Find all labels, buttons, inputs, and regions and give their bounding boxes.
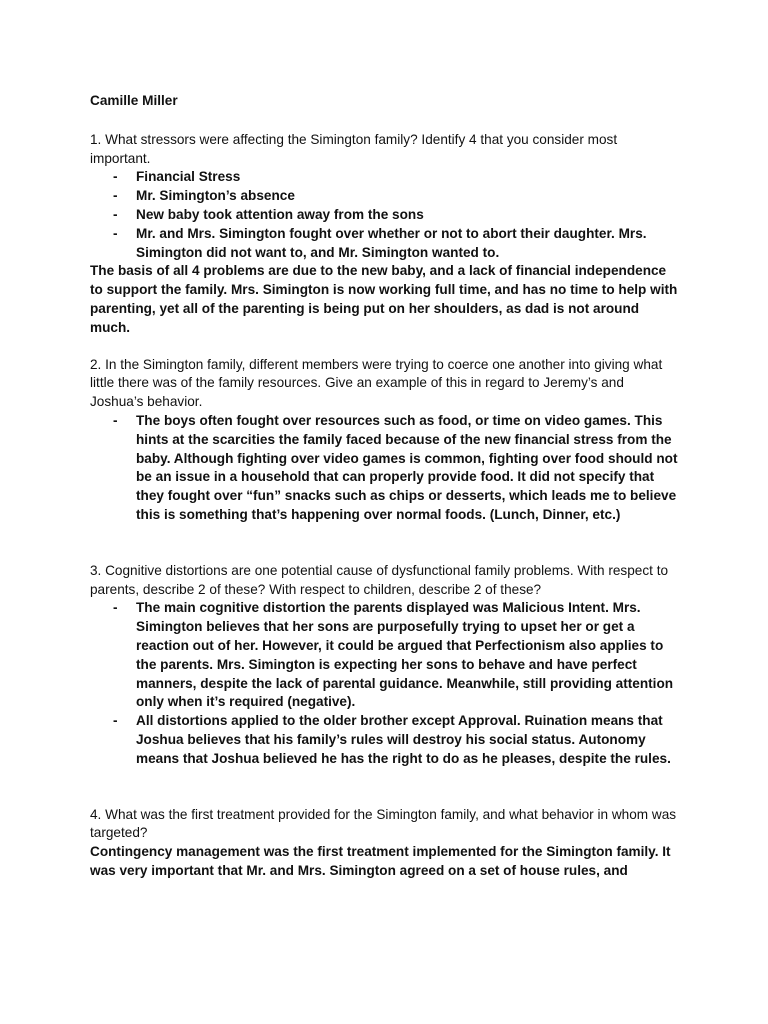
- bullet-text: The main cognitive distortion the parents displayed was Malicious Intent. Mrs. Simington believes that her sons are purposefully trying to upset her or get a reaction out of her. However, it could be argued that Perfectionism also applies to the parents. Mrs. Simington is expecting her sons to behave and have perfect manners, despite the lack of parental guidance. Meanwhile, still providing attention only when it’s required (negative).: [136, 600, 674, 710]
- section-4: [90, 806, 680, 881]
- bullet-text: Financial Stress: [136, 169, 241, 185]
- bullet-dash: -: [113, 600, 118, 616]
- answer-1-summary: The basis of all 4 problems are due to the new baby, and a lack of financial independence to support the family. Mrs. Simington is now working full time, and has no time to help with parenting, yet all of the parenting is being put on her shoulders, as dad is not around much.: [90, 263, 678, 335]
- spacer: [90, 525, 680, 562]
- section-1: [90, 131, 680, 338]
- list-item: [90, 206, 680, 225]
- list-item: [90, 599, 680, 712]
- spacer: [90, 769, 680, 806]
- answer-2-list: [90, 412, 680, 525]
- answer-3-list: [90, 599, 680, 768]
- author-name: Camille Miller: [90, 93, 178, 108]
- question-3: 3. Cognitive distortions are one potential cause of dysfunctional family problems. With respect to parents, describe 2 of these? With respect to children, describe 2 of these?: [90, 562, 669, 597]
- bullet-text: Mr. Simington’s absence: [136, 188, 295, 204]
- bullet-text: New baby took attention away from the sons: [136, 206, 424, 222]
- bullet-dash: -: [113, 169, 118, 185]
- question-1: 1. What stressors were affecting the Simington family? Identify 4 that you consider most important.: [90, 131, 618, 166]
- bullet-dash: -: [113, 206, 118, 222]
- section-2: [90, 356, 680, 525]
- list-item: [90, 168, 680, 187]
- bullet-text: Mr. and Mrs. Simington fought over whether or not to abort their daughter. Mrs. Simington did not want to, and Mr. Simington wanted to.: [136, 225, 647, 260]
- question-4: 4. What was the first treatment provided for the Simington family, and what behavior in whom was targeted?: [90, 806, 677, 841]
- answer-4-text: Contingency management was the first treatment implemented for the Simington family. It was very important that Mr. and Mrs. Simington agreed on a set of house rules, and: [90, 844, 671, 878]
- bullet-dash: -: [113, 713, 118, 729]
- question-2: 2. In the Simington family, different members were trying to coerce one another into giving what little there was of the family resources. Give an example of this in regard to Jeremy’s and Joshua’s behavior.: [90, 356, 663, 410]
- list-item: [90, 712, 680, 768]
- answer-1-list: [90, 168, 680, 262]
- bullet-dash: -: [113, 412, 118, 428]
- bullet-text: All distortions applied to the older brother except Approval. Ruination means that Joshua believes that his family’s rules will destroy his social status. Autonomy means that Joshua believed he has the right to do as he pleases, despite the rules.: [136, 713, 671, 766]
- list-item: [90, 412, 680, 525]
- document-page: [90, 92, 680, 881]
- bullet-text: The boys often fought over resources such as food, or time on video games. This hints at the scarcities the family faced because of the new financial stress from the baby. Although fighting over video games is common, fighting over food should not be an issue in a household that can properly provide food. It did not specify that they fought over “fun” snacks such as chips or desserts, which leads me to believe this is something that’s happening over normal foods. (Lunch, Dinner, etc.): [136, 412, 678, 522]
- list-item: [90, 225, 680, 263]
- bullet-dash: -: [113, 188, 118, 204]
- spacer: [90, 338, 680, 356]
- section-3: [90, 562, 680, 769]
- list-item: [90, 187, 680, 206]
- bullet-dash: -: [113, 225, 118, 241]
